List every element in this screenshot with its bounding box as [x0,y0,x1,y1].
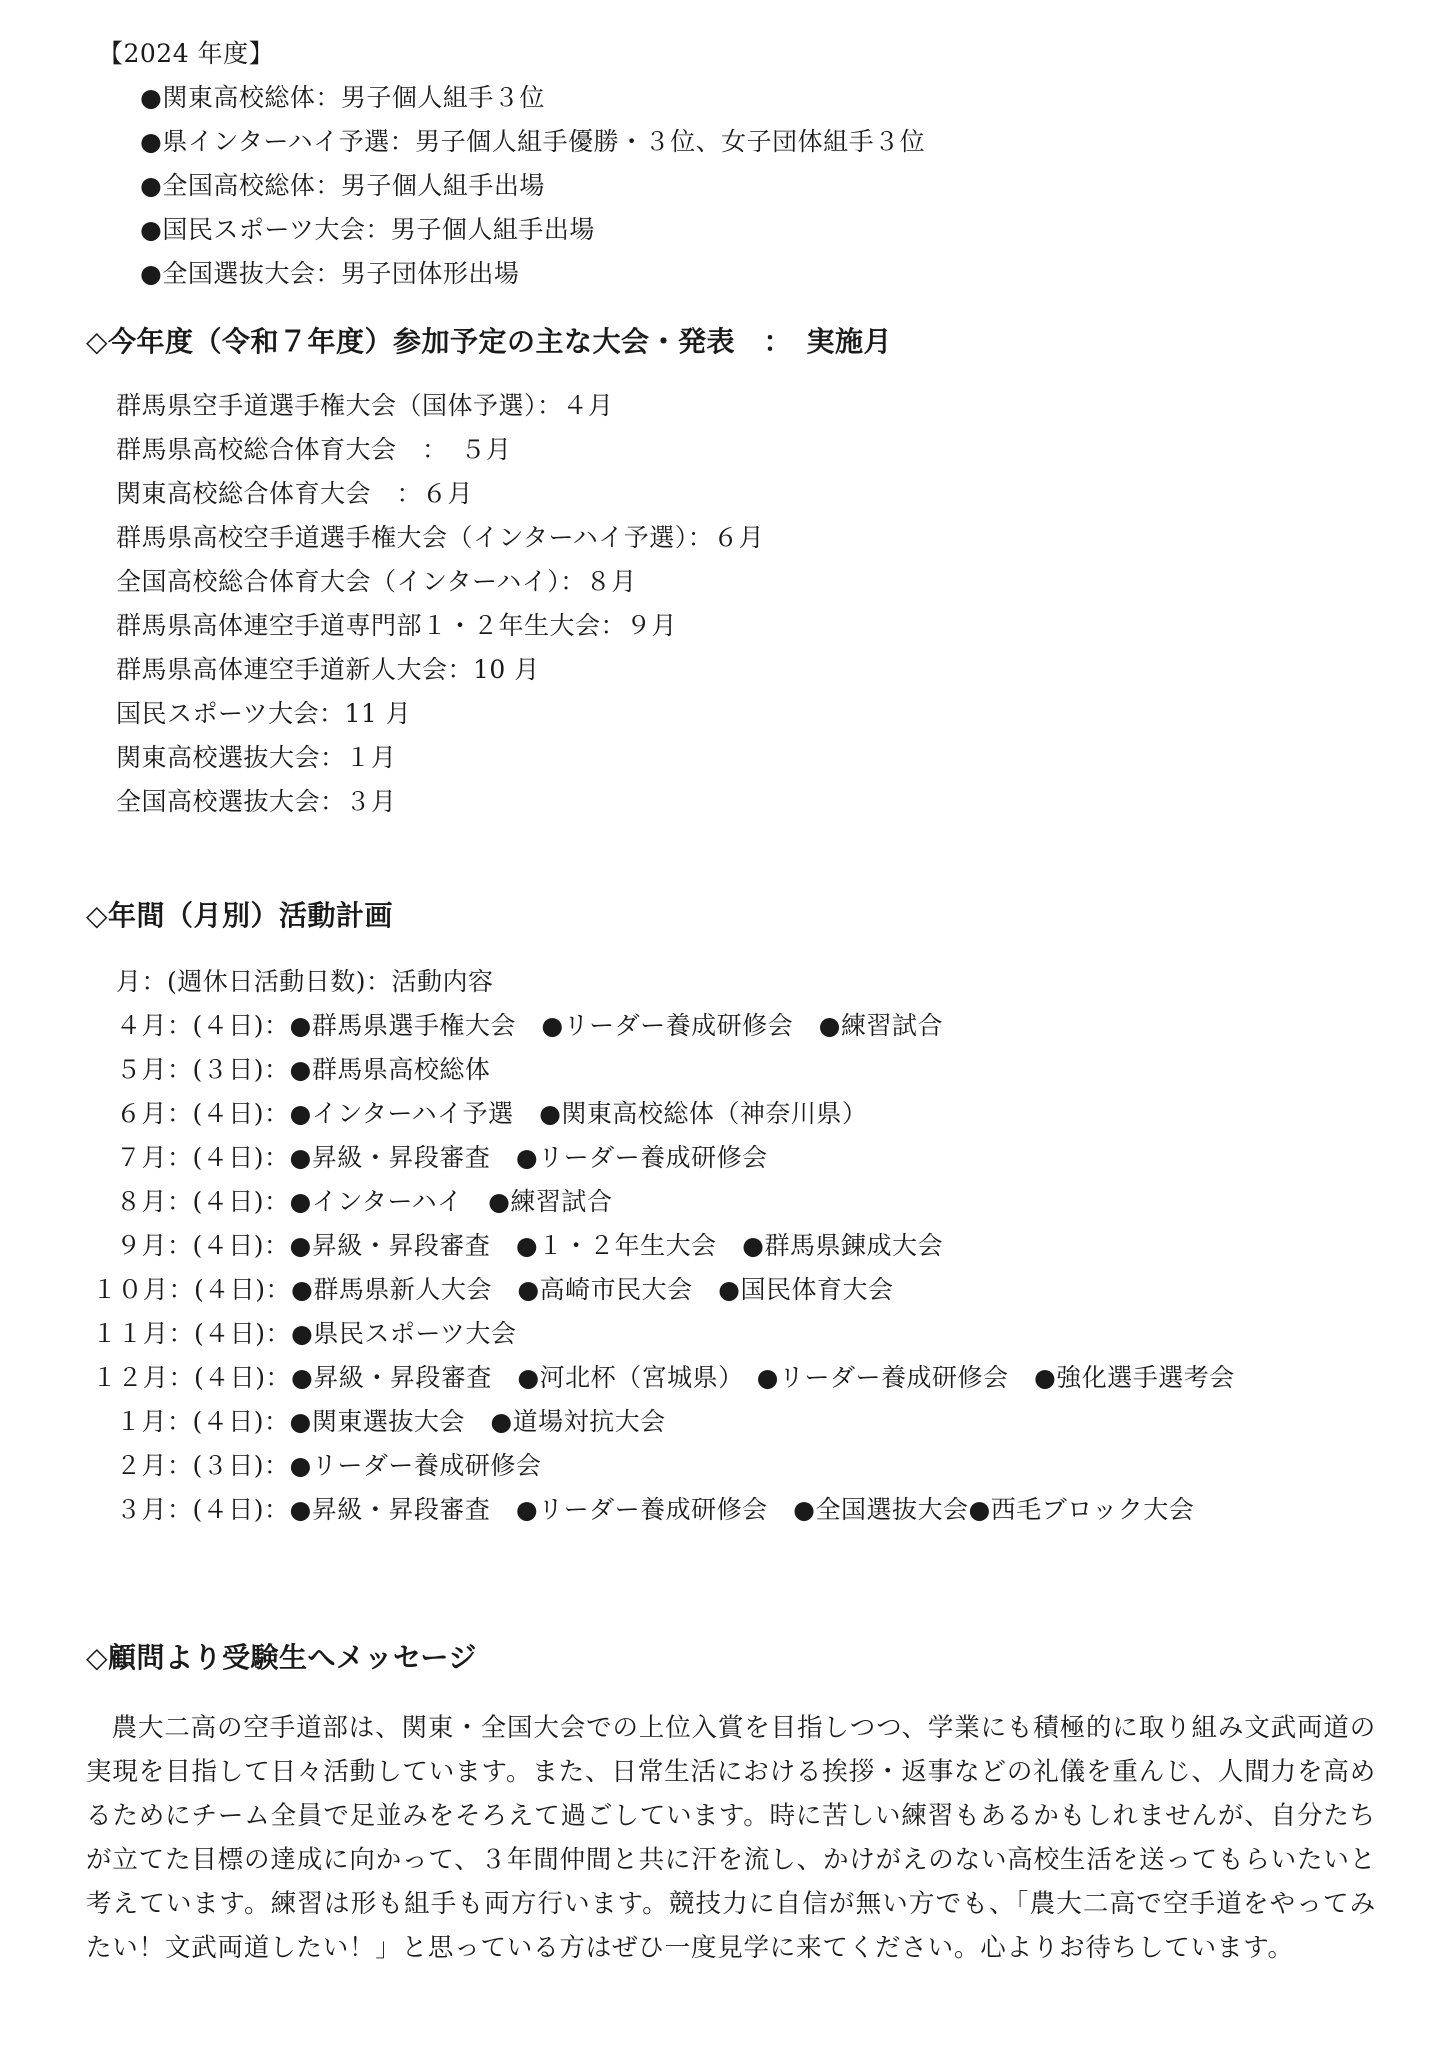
schedule-item: 全国高校選抜大会：３月 [116,787,397,816]
result-item: ●県インターハイ予選：男子個人組手優勝・３位、女子団体組手３位 [140,127,926,156]
plan-row: １０月：(４日)：●群馬県新人大会 ●高崎市民大会 ●国民体育大会 [92,1275,894,1304]
result-item: ●全国高校総体：男子個人組手出場 [140,171,545,200]
schedule-item: 関東高校選抜大会：１月 [116,743,397,772]
plan-row: １２月：(４日)：●昇級・昇段審査 ●河北杯（宮城県） ●リーダー養成研修会 ●強化選手選考会 [92,1363,1235,1392]
plan-row: ４月：(４日)：●群馬県選手権大会 ●リーダー養成研修会 ●練習試合 [116,1011,943,1040]
plan-row: ８月：(４日)：●インターハイ ●練習試合 [116,1187,613,1216]
message-body [86,1706,1376,1970]
plan-row: １１月：(４日)：●県民スポーツ大会 [92,1319,517,1348]
result-item: ●関東高校総体：男子個人組手３位 [140,83,545,112]
plan-header-line: 月：(週休日活動日数)：活動内容 [116,967,494,996]
schedule-item: 群馬県高校総合体育大会 ： ５月 [116,435,512,464]
schedule-item: 国民スポーツ大会：11 月 [116,699,412,728]
plan-row: ２月：(３日)：●リーダー養成研修会 [116,1451,542,1480]
results-year-label: 【2024 年度】 [98,39,275,68]
result-item: ●国民スポーツ大会：男子個人組手出場 [140,215,595,244]
result-item: ●全国選抜大会：男子団体形出場 [140,259,520,288]
plan-row: ５月：(３日)：●群馬県高校総体 [116,1055,491,1084]
plan-heading: ◇年間（月別）活動計画 [86,899,394,932]
schedule-item: 関東高校総合体育大会 ：６月 [116,479,474,508]
schedule-heading: ◇今年度（令和７年度）参加予定の主な大会・発表 ： 実施月 [86,325,893,358]
plan-row: ７月：(４日)：●昇級・昇段審査 ●リーダー養成研修会 [116,1143,768,1172]
plan-row: ９月：(４日)：●昇級・昇段審査 ●１・２年生大会 ●群馬県錬成大会 [116,1231,943,1260]
message-heading: ◇顧問より受験生へメッセージ [86,1641,477,1674]
schedule-item: 群馬県空手道選手権大会（国体予選）：４月 [116,391,614,420]
plan-row: １月：(４日)：●関東選抜大会 ●道場対抗大会 [116,1407,666,1436]
schedule-item: 群馬県高体連空手道専門部１・２年生大会：９月 [116,611,678,640]
message-paragraph: 農大二高の空手道部は、関東・全国大会での上位入賞を目指しつつ、学業にも積極的に取り組み文武両道の実現を目指して日々活動しています。また、日常生活における挨拶・返事などの礼儀を重んじ、人間力を高めるためにチーム全員で足並みをそろえて過ごしています。時に苦しい練習もあるかもしれませんが、自分たちが立てた目標の達成に向かって、３年間仲間と共に汗を流し、かけがえのない高校生活を送ってもらいたいと考えています。練習は形も組手も両方行います。競技力に自信が無い方でも、「農大二高で空手道をやってみたい！文武両道したい！」と思っている方はぜひ一度見学に来てください。心よりお待ちしています。 [86,1713,1376,1963]
schedule-item: 群馬県高体連空手道新人大会：10 月 [116,655,540,684]
plan-row: ３月：(４日)：●昇級・昇段審査 ●リーダー養成研修会 ●全国選抜大会●西毛ブロック大会 [116,1495,1195,1524]
schedule-item: 群馬県高校空手道選手権大会（インターハイ予選）：６月 [116,523,765,552]
schedule-item: 全国高校総合体育大会（インターハイ）：８月 [116,567,637,596]
plan-row: ６月：(４日)：●インターハイ予選 ●関東高校総体（神奈川県） [116,1099,868,1128]
